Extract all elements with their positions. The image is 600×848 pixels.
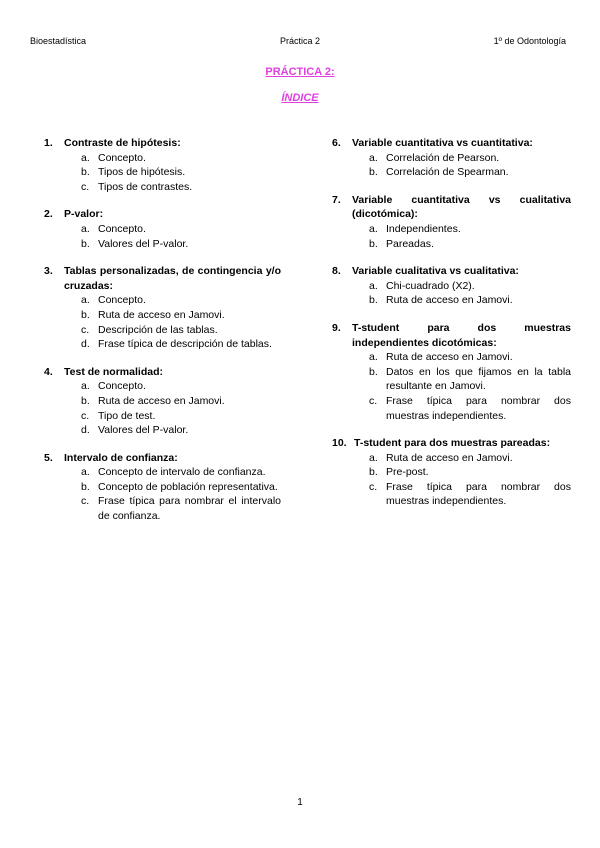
item-text: Descripción de las tablas.	[98, 323, 218, 336]
item-letter: a.	[369, 279, 378, 292]
list-item	[332, 365, 571, 394]
section-heading	[332, 321, 571, 350]
item-letter: b.	[369, 365, 378, 378]
item-letter: a.	[369, 222, 378, 235]
section-items	[44, 465, 281, 523]
section-heading	[44, 264, 281, 293]
index-section	[332, 136, 571, 180]
item-text: Concepto de población representativa.	[98, 480, 278, 493]
item-text: Frase típica para nombrar dos muestras independientes.	[386, 480, 571, 508]
section-items	[332, 350, 571, 423]
list-item	[44, 151, 281, 166]
item-text: Independientes.	[386, 222, 461, 235]
section-items	[44, 222, 281, 251]
section-title: Contraste de hipótesis:	[64, 137, 181, 149]
item-text: Valores del P-valor.	[98, 237, 189, 250]
section-number: 7.	[332, 193, 341, 206]
list-item	[44, 337, 281, 352]
item-text: Concepto.	[98, 222, 146, 235]
item-text: Valores del P-valor.	[98, 424, 189, 437]
item-text: Ruta de acceso en Jamovi.	[98, 308, 225, 321]
item-text: Pareadas.	[386, 237, 434, 250]
list-item	[332, 293, 571, 308]
item-letter: a.	[369, 451, 378, 464]
section-heading	[44, 365, 281, 380]
item-text: Chi-cuadrado (X2).	[386, 279, 475, 292]
item-letter: c.	[369, 480, 378, 493]
section-title: Tablas personalizadas, de contingencia y/o cruzadas:	[64, 265, 281, 292]
list-item	[332, 465, 571, 480]
section-heading	[332, 436, 571, 451]
item-letter: a.	[81, 466, 90, 479]
list-item	[44, 323, 281, 338]
header-practice: Práctica 2	[279, 36, 321, 46]
list-item	[332, 222, 571, 237]
section-items	[44, 151, 281, 195]
list-item	[332, 237, 571, 252]
header-subject: Bioestadística	[30, 36, 87, 46]
item-letter: a.	[81, 380, 90, 393]
index-section	[44, 365, 281, 438]
item-text: Correlación de Pearson.	[386, 151, 500, 164]
item-text: Datos en los que fijamos en la tabla resultante en Jamovi.	[386, 365, 571, 393]
item-text: Frase típica de descripción de tablas.	[98, 338, 272, 351]
section-heading	[332, 136, 571, 151]
index-column-left	[44, 136, 281, 537]
section-title: T-student para dos muestras independientes dicotómicas:	[352, 321, 571, 349]
item-letter: b.	[369, 294, 378, 307]
list-item	[332, 279, 571, 294]
list-item	[332, 451, 571, 466]
list-item	[44, 293, 281, 308]
section-number: 3.	[44, 265, 53, 278]
item-letter: b.	[81, 166, 90, 179]
list-item	[44, 465, 281, 480]
list-item	[332, 350, 571, 365]
item-text: Ruta de acceso en Jamovi.	[386, 451, 513, 464]
index-section	[44, 207, 281, 251]
index-section	[44, 451, 281, 524]
item-text: Pre-post.	[386, 466, 429, 479]
section-items	[332, 451, 571, 509]
section-title: Intervalo de confianza:	[64, 451, 178, 464]
list-item	[44, 394, 281, 409]
item-letter: c.	[81, 495, 90, 508]
list-item	[44, 409, 281, 424]
item-text: Frase típica para nombrar dos muestras independientes.	[386, 394, 571, 422]
section-items	[332, 151, 571, 180]
section-items	[44, 293, 281, 351]
section-number: 1.	[44, 137, 53, 149]
list-item	[332, 165, 571, 180]
item-text: Concepto.	[98, 380, 146, 393]
section-items	[44, 379, 281, 437]
item-letter: b.	[369, 466, 378, 479]
section-number: 10.	[332, 437, 347, 450]
item-letter: d.	[81, 424, 90, 437]
item-letter: b.	[81, 480, 90, 493]
item-letter: a.	[81, 222, 90, 235]
list-item	[44, 423, 281, 438]
section-number: 8.	[332, 265, 341, 278]
index-section	[332, 264, 571, 308]
list-item	[44, 308, 281, 323]
list-item	[44, 165, 281, 180]
section-items	[332, 222, 571, 251]
item-text: Ruta de acceso en Jamovi.	[98, 394, 225, 407]
section-number: 6.	[332, 137, 341, 149]
item-text: Tipos de hipótesis.	[98, 166, 186, 179]
index-section	[332, 321, 571, 423]
section-number: 5.	[44, 451, 53, 464]
item-letter: a.	[369, 151, 378, 164]
item-letter: a.	[81, 151, 90, 164]
item-text: Ruta de acceso en Jamovi.	[386, 294, 513, 307]
item-text: Correlación de Spearman.	[386, 166, 509, 179]
item-text: Ruta de acceso en Jamovi.	[386, 351, 513, 364]
list-item	[332, 394, 571, 423]
item-letter: a.	[81, 294, 90, 307]
section-title: Test de normalidad:	[64, 365, 163, 378]
section-number: 9.	[332, 321, 341, 334]
list-item	[332, 480, 571, 509]
index-section	[332, 193, 571, 251]
index-section	[44, 264, 281, 352]
item-text: Concepto.	[98, 294, 146, 307]
section-title: Variable cuantitativa vs cualitativa (dicotómica):	[352, 193, 571, 221]
list-item	[44, 480, 281, 495]
item-letter: b.	[81, 394, 90, 407]
item-letter: c.	[369, 394, 378, 407]
item-text: Tipos de contrastes.	[98, 180, 193, 193]
page-number: 1	[297, 797, 303, 808]
header-course: 1º de Odontología	[493, 36, 566, 46]
index-column-right	[332, 136, 571, 522]
index-section	[44, 136, 281, 194]
page-title: PRÁCTICA 2:	[265, 66, 335, 78]
item-letter: b.	[81, 308, 90, 321]
section-heading	[44, 451, 281, 466]
item-letter: c.	[81, 409, 90, 422]
section-title: P-valor:	[64, 208, 104, 221]
list-item	[44, 237, 281, 252]
section-heading	[44, 207, 281, 222]
item-text: Concepto de intervalo de confianza.	[98, 466, 266, 479]
section-title: Variable cualitativa vs cualitativa:	[352, 265, 519, 278]
index-title: ÍNDICE	[281, 92, 319, 104]
section-items	[332, 279, 571, 308]
item-letter: b.	[369, 166, 378, 179]
item-text: Concepto.	[98, 151, 146, 164]
item-letter: a.	[369, 351, 378, 364]
section-heading	[44, 136, 281, 151]
item-letter: c.	[81, 180, 90, 193]
section-title: T-student para dos muestras pareadas:	[354, 437, 551, 450]
list-item	[44, 222, 281, 237]
section-heading	[332, 264, 571, 279]
section-number: 2.	[44, 208, 53, 221]
item-text: Frase típica para nombrar el intervalo de confianza.	[98, 495, 281, 523]
section-heading	[332, 193, 571, 222]
section-number: 4.	[44, 365, 53, 378]
item-letter: d.	[81, 338, 90, 351]
item-letter: c.	[81, 323, 90, 336]
list-item	[44, 180, 281, 195]
index-section	[332, 436, 571, 509]
list-item	[332, 151, 571, 166]
item-text: Tipo de test.	[98, 409, 156, 422]
item-letter: b.	[369, 237, 378, 250]
list-item	[44, 494, 281, 523]
list-item	[44, 379, 281, 394]
section-title: Variable cuantitativa vs cuantitativa:	[352, 137, 533, 149]
item-letter: b.	[81, 237, 90, 250]
